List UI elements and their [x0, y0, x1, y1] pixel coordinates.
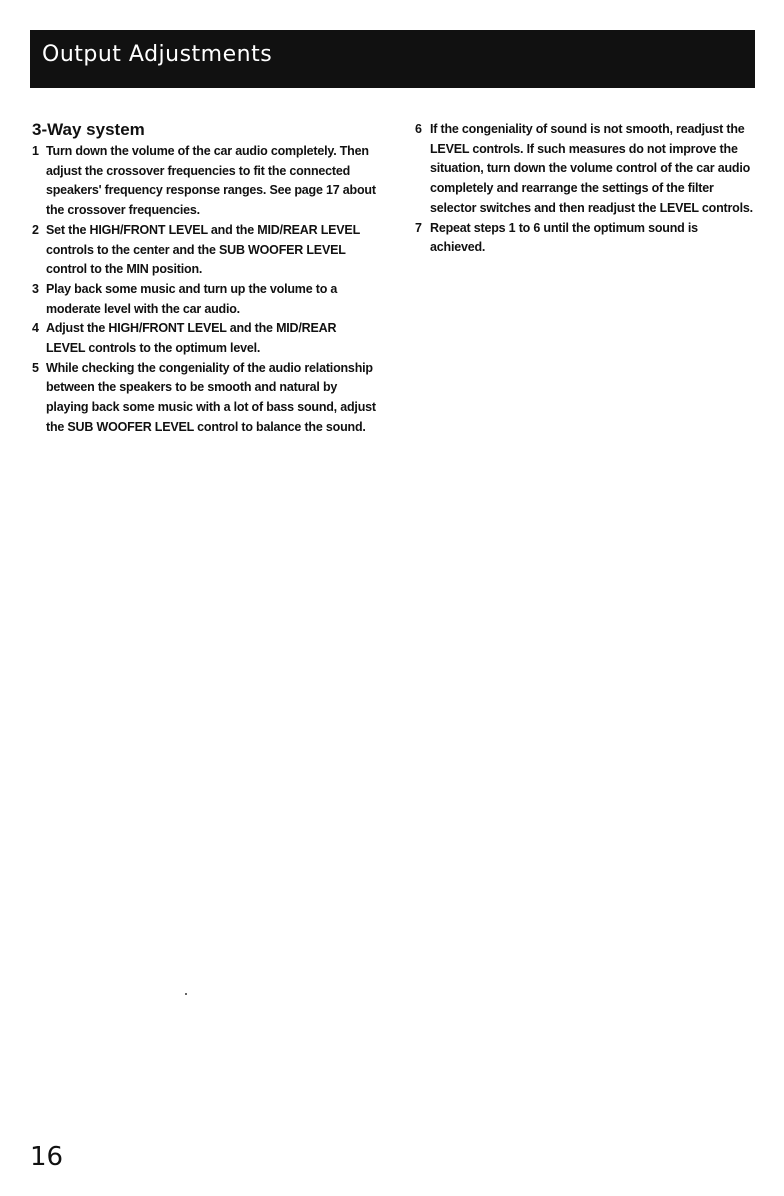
step-number: 1 [32, 144, 39, 158]
step-number: 7 [415, 220, 422, 235]
scan-speck [185, 993, 187, 995]
step-item-2 [32, 221, 377, 280]
step-item-6 [415, 120, 755, 219]
right-column [415, 120, 755, 258]
step-text: Repeat steps 1 to 6 until the optimum sound is achieved. [430, 220, 698, 255]
step-item-7 [415, 219, 755, 258]
steps-list-right [415, 120, 755, 258]
step-number: 5 [32, 360, 39, 375]
step-number: 6 [415, 122, 422, 136]
step-number: 2 [32, 222, 39, 237]
step-text: Set the HIGH/FRONT LEVEL and the MID/REAR LEVEL controls to the center and the SUB WOOFER LEVEL control to the MIN position. [46, 222, 360, 277]
section-header-bar [30, 30, 755, 88]
step-item-4 [32, 319, 377, 358]
section-heading: 3-Way system [32, 120, 145, 139]
page-number: 16 [30, 1142, 64, 1172]
step-number: 4 [32, 321, 39, 336]
step-item-3 [32, 280, 377, 319]
step-text: Adjust the HIGH/FRONT LEVEL and the MID/REAR LEVEL controls to the optimum level. [46, 321, 337, 356]
left-column [32, 120, 377, 438]
steps-list-left [32, 142, 377, 438]
page-title: Output Adjustments [42, 42, 273, 67]
step-text: Turn down the volume of the car audio completely. Then adjust the crossover frequencies to fit the connected speakers' frequency response ranges. See page 17 about the crossover frequencies. [46, 144, 376, 218]
step-item-5 [32, 359, 377, 438]
step-number: 3 [32, 281, 39, 296]
step-item-1 [32, 142, 377, 221]
step-text: Play back some music and turn up the volume to a moderate level with the car audio. [46, 281, 338, 316]
step-text: While checking the congeniality of the audio relationship between the speakers to be smooth and natural by playing back some music with a lot of bass sound, adjust the SUB WOOFER LEVEL control to balance the sound. [46, 360, 376, 434]
step-text: If the congeniality of sound is not smooth, readjust the LEVEL controls. If such measures do not improve the situation, turn down the volume control of the car audio completely and rearrange the settings of the filter selector switches and then readjust the LEVEL controls. [430, 122, 753, 215]
